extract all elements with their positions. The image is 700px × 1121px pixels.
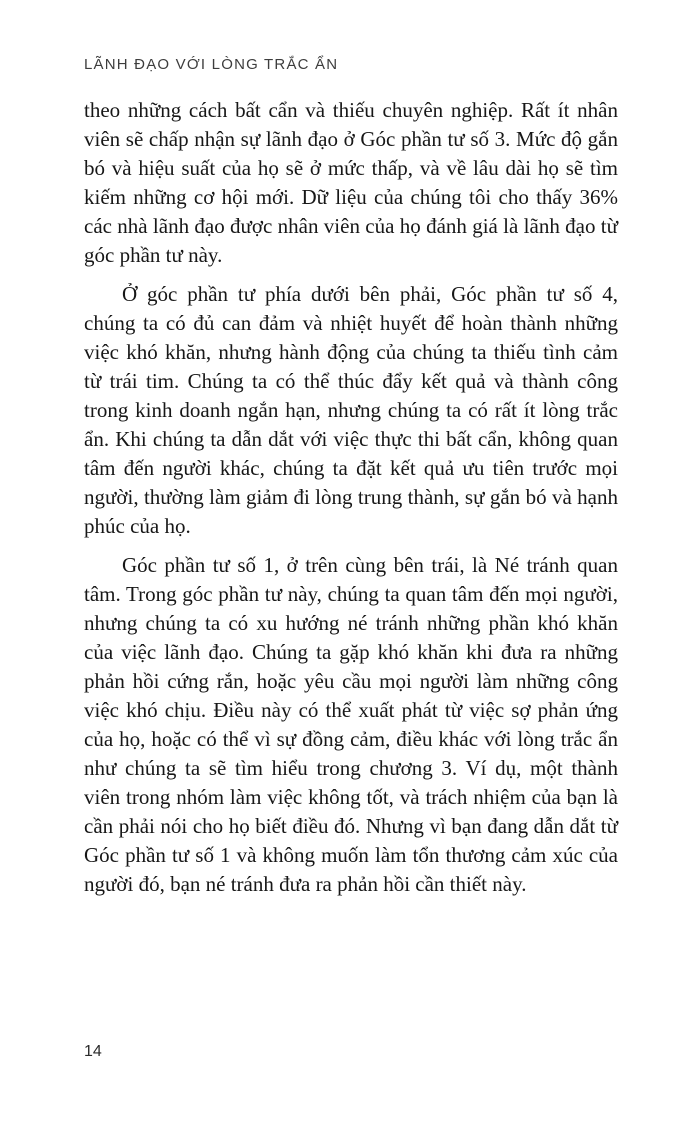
- running-header: LÃNH ĐẠO VỚI LÒNG TRẮC ẨN: [84, 56, 339, 73]
- page-number: 14: [84, 1043, 102, 1060]
- body-text: [84, 96, 618, 909]
- paragraph: Góc phần tư số 1, ở trên cùng bên trái, là Né tránh quan tâm. Trong góc phần tư này, chúng ta quan tâm đến mọi người, nhưng chúng ta có xu hướng né tránh những phần khó khăn của việc lãnh đạo. Chúng ta gặp khó khăn khi đưa ra những phản hồi cứng rắn, hoặc yêu cầu mọi người làm những công việc khó chịu. Điều này có thể xuất phát từ việc sợ phản ứng của họ, hoặc có thể vì sự đồng cảm, điều khác với lòng trắc ẩn như chúng ta sẽ tìm hiểu trong chương 3. Ví dụ, một thành viên trong nhóm làm việc không tốt, và trách nhiệm của bạn là cần phải nói cho họ biết điều đó. Nhưng vì bạn đang dẫn dắt từ Góc phần tư số 1 và không muốn làm tổn thương cảm xúc của người đó, bạn né tránh đưa ra phản hồi cần thiết này.: [84, 553, 618, 896]
- paragraph: theo những cách bất cẩn và thiếu chuyên nghiệp. Rất ít nhân viên sẽ chấp nhận sự lãnh đạo ở Góc phần tư số 3. Mức độ gắn bó và hiệu suất của họ sẽ ở mức thấp, và về lâu dài họ sẽ tìm kiếm những cơ hội mới. Dữ liệu của chúng tôi cho thấy 36% các nhà lãnh đạo được nhân viên của họ đánh giá là lãnh đạo từ góc phần tư này.: [84, 98, 618, 267]
- paragraph: Ở góc phần tư phía dưới bên phải, Góc phần tư số 4, chúng ta có đủ can đảm và nhiệt huyết để hoàn thành những việc khó khăn, nhưng hành động của chúng ta thiếu tình cảm từ trái tim. Chúng ta có thể thúc đẩy kết quả và thành công trong kinh doanh ngắn hạn, nhưng chúng ta có rất ít lòng trắc ẩn. Khi chúng ta dẫn dắt với việc thực thi bất cẩn, không quan tâm đến người khác, chúng ta đặt kết quả ưu tiên trước mọi người, thường làm giảm đi lòng trung thành, sự gắn bó và hạnh phúc của họ.: [84, 282, 618, 538]
